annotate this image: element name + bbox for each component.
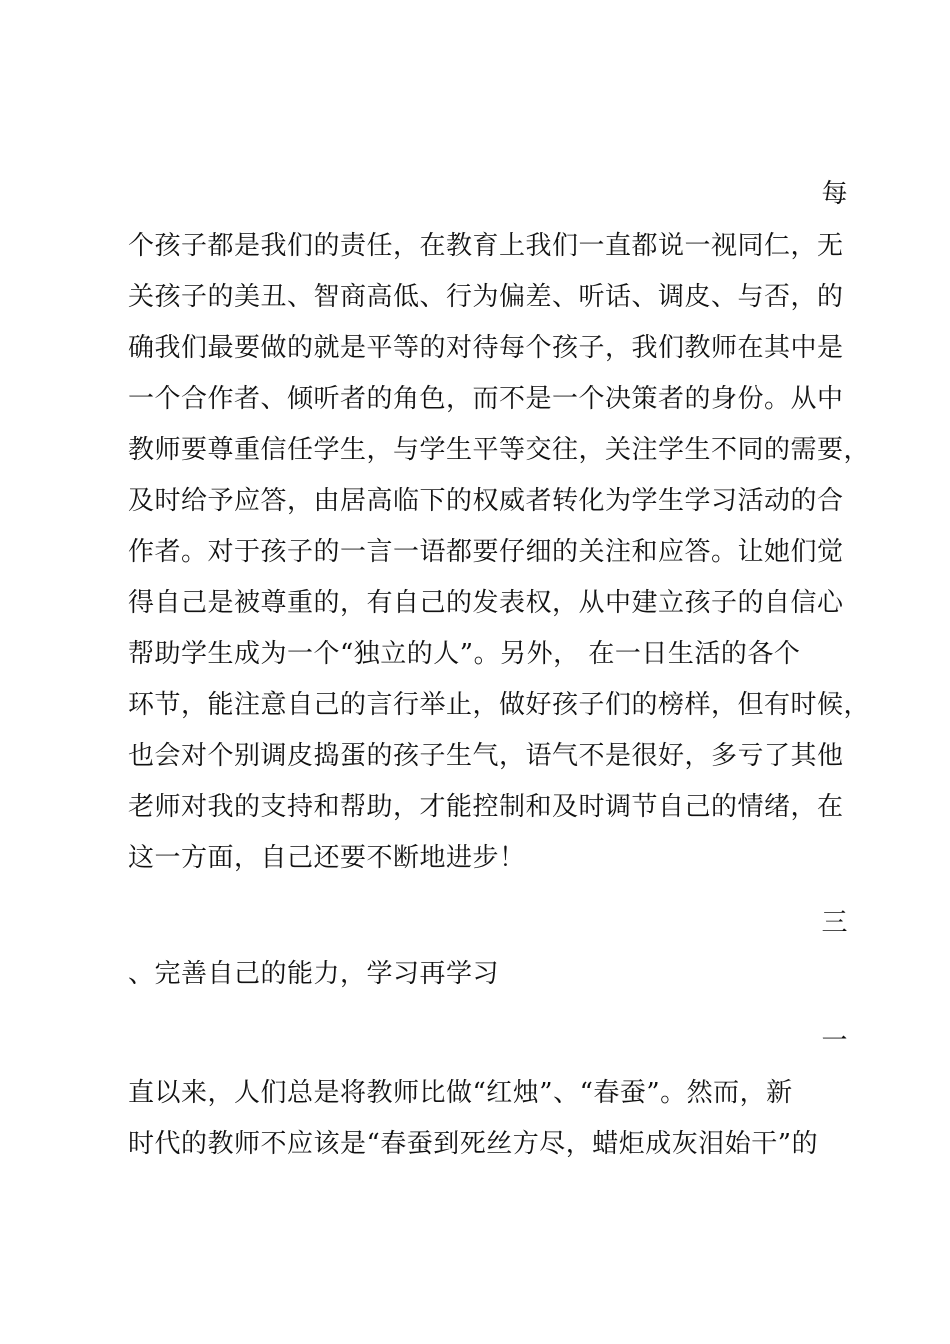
text-line: 得自己是被尊重的，有自己的发表权，从中建立孩子的自信心 xyxy=(128,588,844,618)
text-line: 个孩子都是我们的责任，在教育上我们一直都说一视同仁，无 xyxy=(128,231,844,261)
text-line: 每 xyxy=(821,179,848,209)
text-line: 老师对我的支持和帮助，才能控制和及时调节自己的情绪，在 xyxy=(128,792,844,822)
text-line: 一个合作者、倾听者的角色，而不是一个决策者的身份。从中 xyxy=(128,384,844,414)
text-line: 帮助学生成为一个“独立的人”。另外， 在一日生活的各个 xyxy=(128,639,801,669)
section-heading: 、完善自己的能力，学习再学习 xyxy=(128,959,500,989)
text-line: 确我们最要做的就是平等的对待每个孩子，我们教师在其中是 xyxy=(128,333,844,363)
text-line: 教师要尊重信任学生，与学生平等交往，关注学生不同的需要， xyxy=(128,435,871,465)
text-line: 及时给予应答，由居高临下的权威者转化为学生学习活动的合 xyxy=(128,486,844,516)
text-line: 一 xyxy=(821,1026,848,1056)
text-line: 这一方面，自己还要不断地进步！ xyxy=(128,843,526,873)
text-line: 环节，能注意自己的言行举止，做好孩子们的榜样，但有时候， xyxy=(128,690,871,720)
text-line: 作者。对于孩子的一言一语都要仔细的关注和应答。让她们觉 xyxy=(128,537,844,567)
text-line: 直以来，人们总是将教师比做“红烛”、“春蚕”。然而，新 xyxy=(128,1078,793,1108)
text-line: 也会对个别调皮捣蛋的孩子生气，语气不是很好，多亏了其他 xyxy=(128,741,844,771)
text-line: 关孩子的美丑、智商高低、行为偏差、听话、调皮、与否，的 xyxy=(128,282,844,312)
section-number: 三 xyxy=(821,908,848,938)
text-line: 时代的教师不应该是“春蚕到死丝方尽，蜡炬成灰泪始干”的 xyxy=(128,1129,819,1159)
